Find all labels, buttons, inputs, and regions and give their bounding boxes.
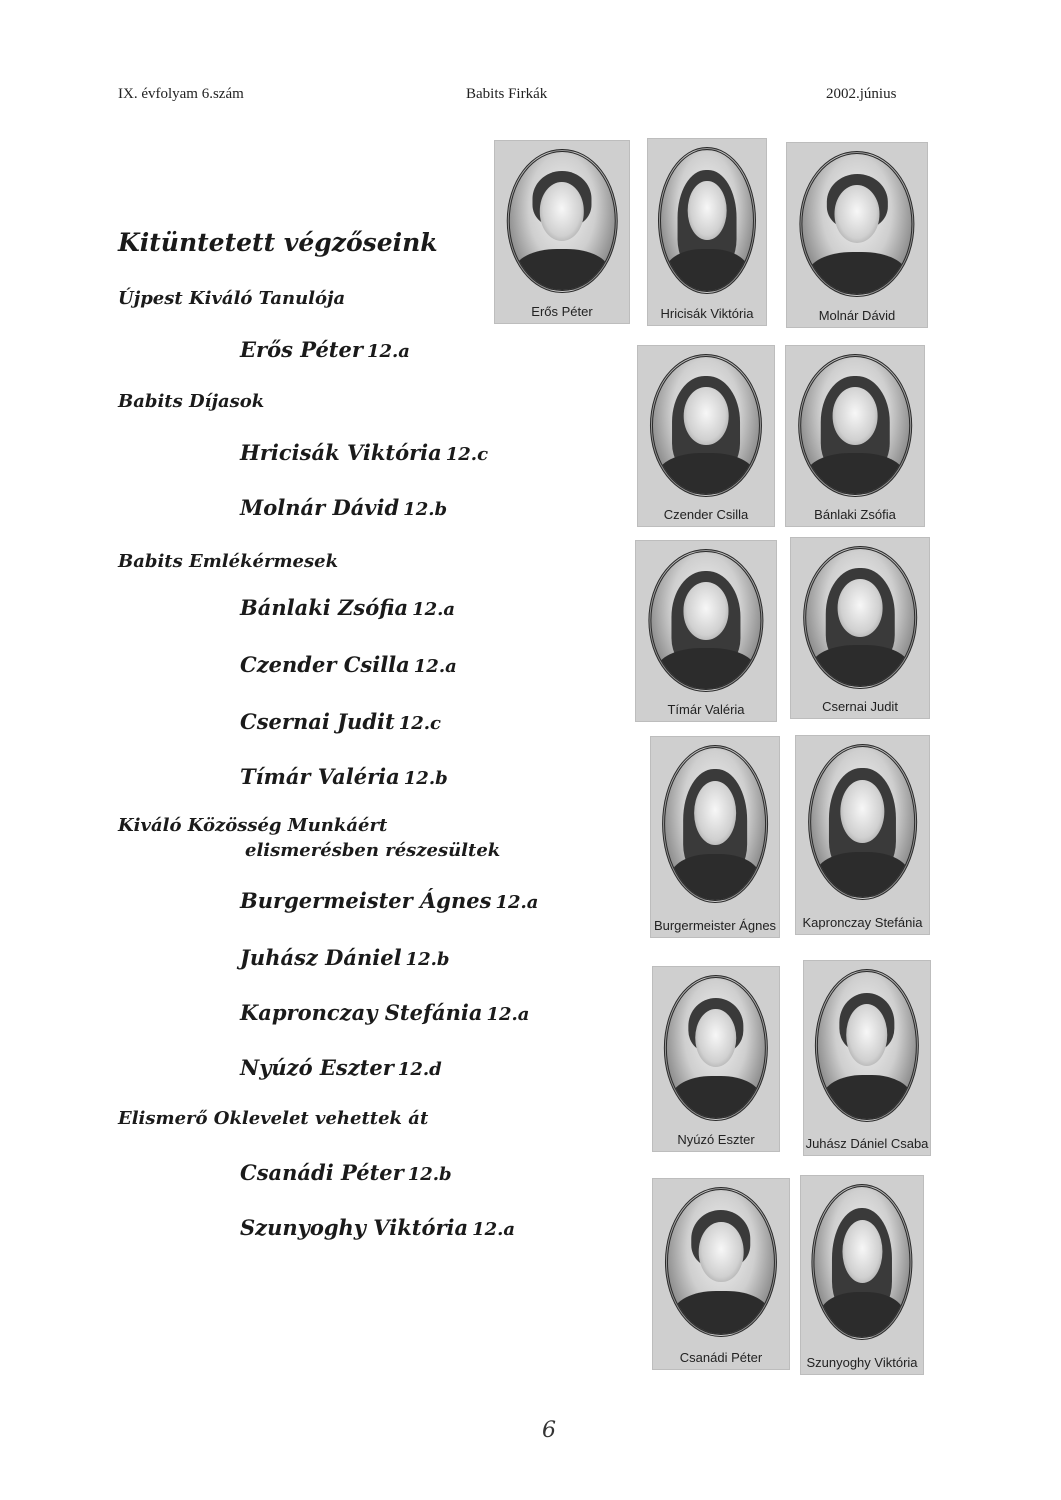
photo-caption: Bánlaki Zsófia <box>814 507 896 522</box>
photo-caption: Csernai Judit <box>822 699 898 714</box>
header-issue: IX. évfolyam 6.szám <box>118 86 244 102</box>
section-oklevel: Elismerő Oklevelet vehettek át <box>118 1108 429 1129</box>
portrait-frame <box>658 147 756 294</box>
portrait-photo <box>785 345 925 527</box>
photo-caption: Erős Péter <box>531 304 593 319</box>
photo-caption: Molnár Dávid <box>818 308 896 323</box>
page-title: Kitüntetett végzőseink <box>118 228 438 257</box>
section-kozosseg-line2: elismerésben részesültek <box>245 840 501 861</box>
photo-caption: Nyúzó Eszter <box>677 1132 755 1147</box>
section-babits-dijasok: Babits Díjasok <box>118 391 265 412</box>
portrait-photo <box>786 142 928 328</box>
photo-caption: Tímár Valéria <box>667 702 745 717</box>
award-name: Szunyoghy Viktória 12.a <box>240 1215 516 1240</box>
portrait-photo <box>637 345 775 527</box>
award-name: Molnár Dávid 12.b <box>240 495 448 520</box>
header-publication: Babits Firkák <box>466 86 548 102</box>
portrait-photo <box>635 540 777 722</box>
portrait-frame <box>648 549 763 692</box>
portrait-photo <box>803 960 931 1156</box>
award-name: Nyúzó Eszter 12.d <box>240 1055 442 1080</box>
photo-caption: Czender Csilla <box>663 507 749 522</box>
section-kozosseg: Kiváló Közösség Munkáért <box>118 815 388 836</box>
award-name: Juhász Dániel 12.b <box>240 945 450 970</box>
award-name: Erős Péter 12.a <box>240 337 410 362</box>
portrait-photo <box>800 1175 924 1375</box>
portrait-frame <box>799 151 914 297</box>
section-ujpest: Újpest Kiváló Tanulója <box>118 288 346 309</box>
portrait-frame <box>803 546 917 689</box>
portrait-photo <box>652 966 780 1152</box>
portrait-frame <box>507 149 618 293</box>
portrait-frame <box>811 1184 912 1340</box>
section-emlekermesek: Babits Emlékérmesek <box>118 551 339 572</box>
portrait-frame <box>808 744 918 900</box>
portrait-photo <box>647 138 767 326</box>
award-name: Kapronczay Stefánia 12.a <box>240 1000 530 1025</box>
portrait-frame <box>798 354 912 497</box>
page-number: 6 <box>542 1418 556 1443</box>
portrait-frame <box>665 1187 777 1337</box>
photo-caption: Szunyoghy Viktória <box>806 1355 918 1370</box>
award-name: Czender Csilla 12.a <box>240 652 457 677</box>
award-name: Tímár Valéria 12.b <box>240 764 448 789</box>
award-name: Csernai Judit 12.c <box>240 709 441 734</box>
award-name: Burgermeister Ágnes 12.a <box>240 888 539 913</box>
award-name: Bánlaki Zsófia 12.a <box>240 595 456 620</box>
header-date: 2002.június <box>826 86 897 102</box>
portrait-frame <box>815 969 919 1122</box>
photo-caption: Burgermeister Ágnes <box>653 918 777 933</box>
photo-caption: Hricisák Viktória <box>660 306 754 321</box>
award-name: Csanádi Péter 12.b <box>240 1160 452 1185</box>
photo-caption: Juhász Dániel Csaba <box>805 1136 929 1151</box>
portrait-photo <box>650 736 780 938</box>
portrait-photo <box>790 537 930 719</box>
portrait-photo <box>795 735 930 935</box>
portrait-frame <box>650 354 762 497</box>
photo-caption: Csanádi Péter <box>679 1350 763 1365</box>
award-name: Hricisák Viktória 12.c <box>240 440 489 465</box>
portrait-frame <box>662 745 768 903</box>
portrait-photo <box>652 1178 790 1370</box>
photo-caption: Kapronczay Stefánia <box>802 915 923 930</box>
portrait-frame <box>664 975 768 1121</box>
portrait-photo <box>494 140 630 324</box>
